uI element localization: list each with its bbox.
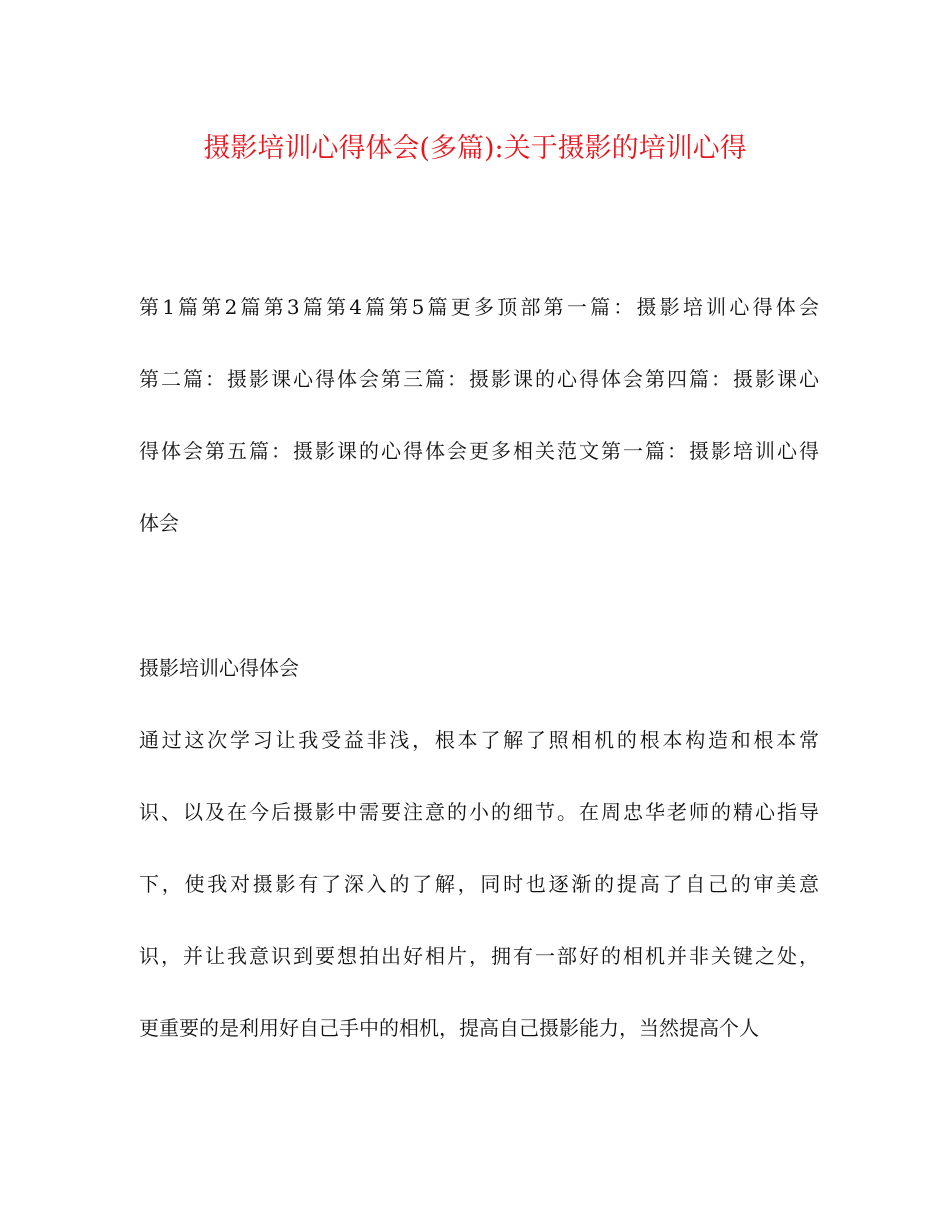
body-line: 识，并让我意识到要想拍出好相片，拥有一部好的相机并非关键之处， <box>139 944 819 968</box>
body-line: 识、以及在今后摄影中需要注意的小的细节。在周忠华老师的精心指导 <box>139 800 819 824</box>
document-title: 摄影培训心得体会(多篇):关于摄影的培训心得 <box>203 133 747 164</box>
body-line: 通过这次学习让我受益非浅，根本了解了照相机的根本构造和根本常 <box>139 728 819 752</box>
toc-line: 第二篇：摄影课心得体会第三篇：摄影课的心得体会第四篇：摄影课心 <box>139 367 819 391</box>
toc-line: 体会 <box>139 511 179 535</box>
section-heading: 摄影培训心得体会 <box>139 656 299 680</box>
toc-line: 得体会第五篇：摄影课的心得体会更多相关范文第一篇：摄影培训心得 <box>139 439 819 463</box>
body-line: 下，使我对摄影有了深入的了解，同时也逐渐的提高了自己的审美意 <box>139 872 819 896</box>
body-paragraph <box>139 704 819 1064</box>
toc-line: 第1篇第2篇第3篇第4篇第5篇更多顶部第一篇：摄影培训心得体会 <box>139 295 819 319</box>
body-line: 更重要的是利用好自己手中的相机，提高自己摄影能力，当然提高个人 <box>139 1016 759 1040</box>
table-of-contents <box>139 271 819 559</box>
